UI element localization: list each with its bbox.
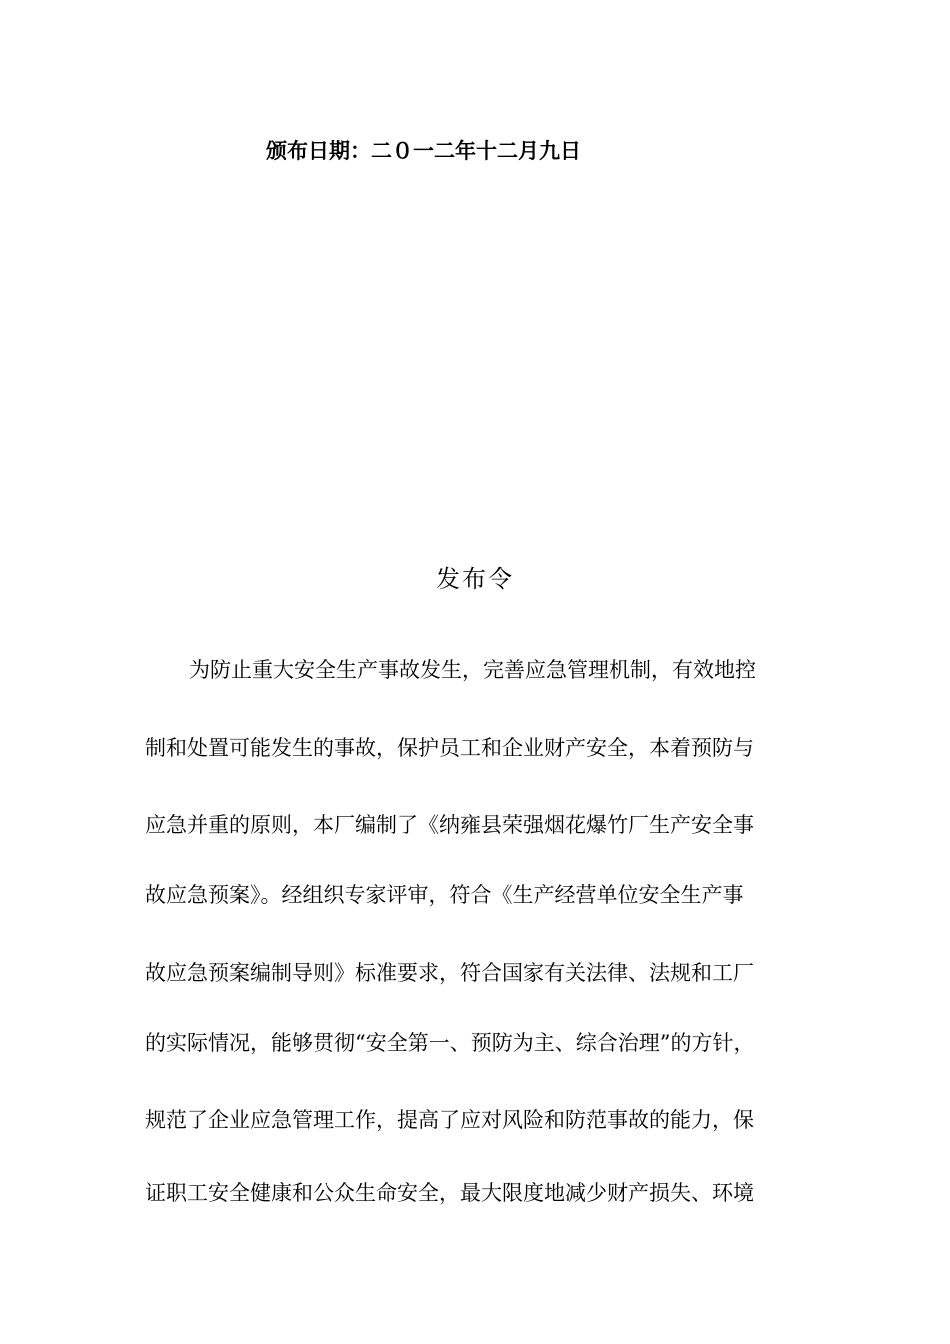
body-line-6: 的实际情况，能够贯彻“安全第一、预防为主、综合治理”的方针，: [145, 1031, 755, 1055]
body-line-4: 故应急预案》。经组织专家评审，符合《生产经营单位安全生产事: [145, 883, 744, 907]
body-line-3: 应急并重的原则，本厂编制了《纳雍县荣强烟花爆竹厂生产安全事: [145, 813, 754, 837]
body-line-8: 证职工安全健康和公众生命安全，最大限度地减少财产损失、环境: [145, 1181, 754, 1205]
body-line-5: 故应急预案编制导则》标准要求，符合国家有关法律、法规和工厂: [145, 961, 754, 985]
body-line-2: 制和处置可能发生的事故，保护员工和企业财产安全，本着预防与: [145, 736, 754, 760]
issue-date: 颁布日期：二０一二年十二月九日: [266, 139, 581, 163]
body-line-7: 规范了企业应急管理工作，提高了应对风险和防范事故的能力，保: [145, 1108, 754, 1132]
document-title: 发布令: [436, 565, 514, 593]
body-line-1: 为防止重大安全生产事故发生，完善应急管理机制，有效地控: [189, 658, 756, 682]
